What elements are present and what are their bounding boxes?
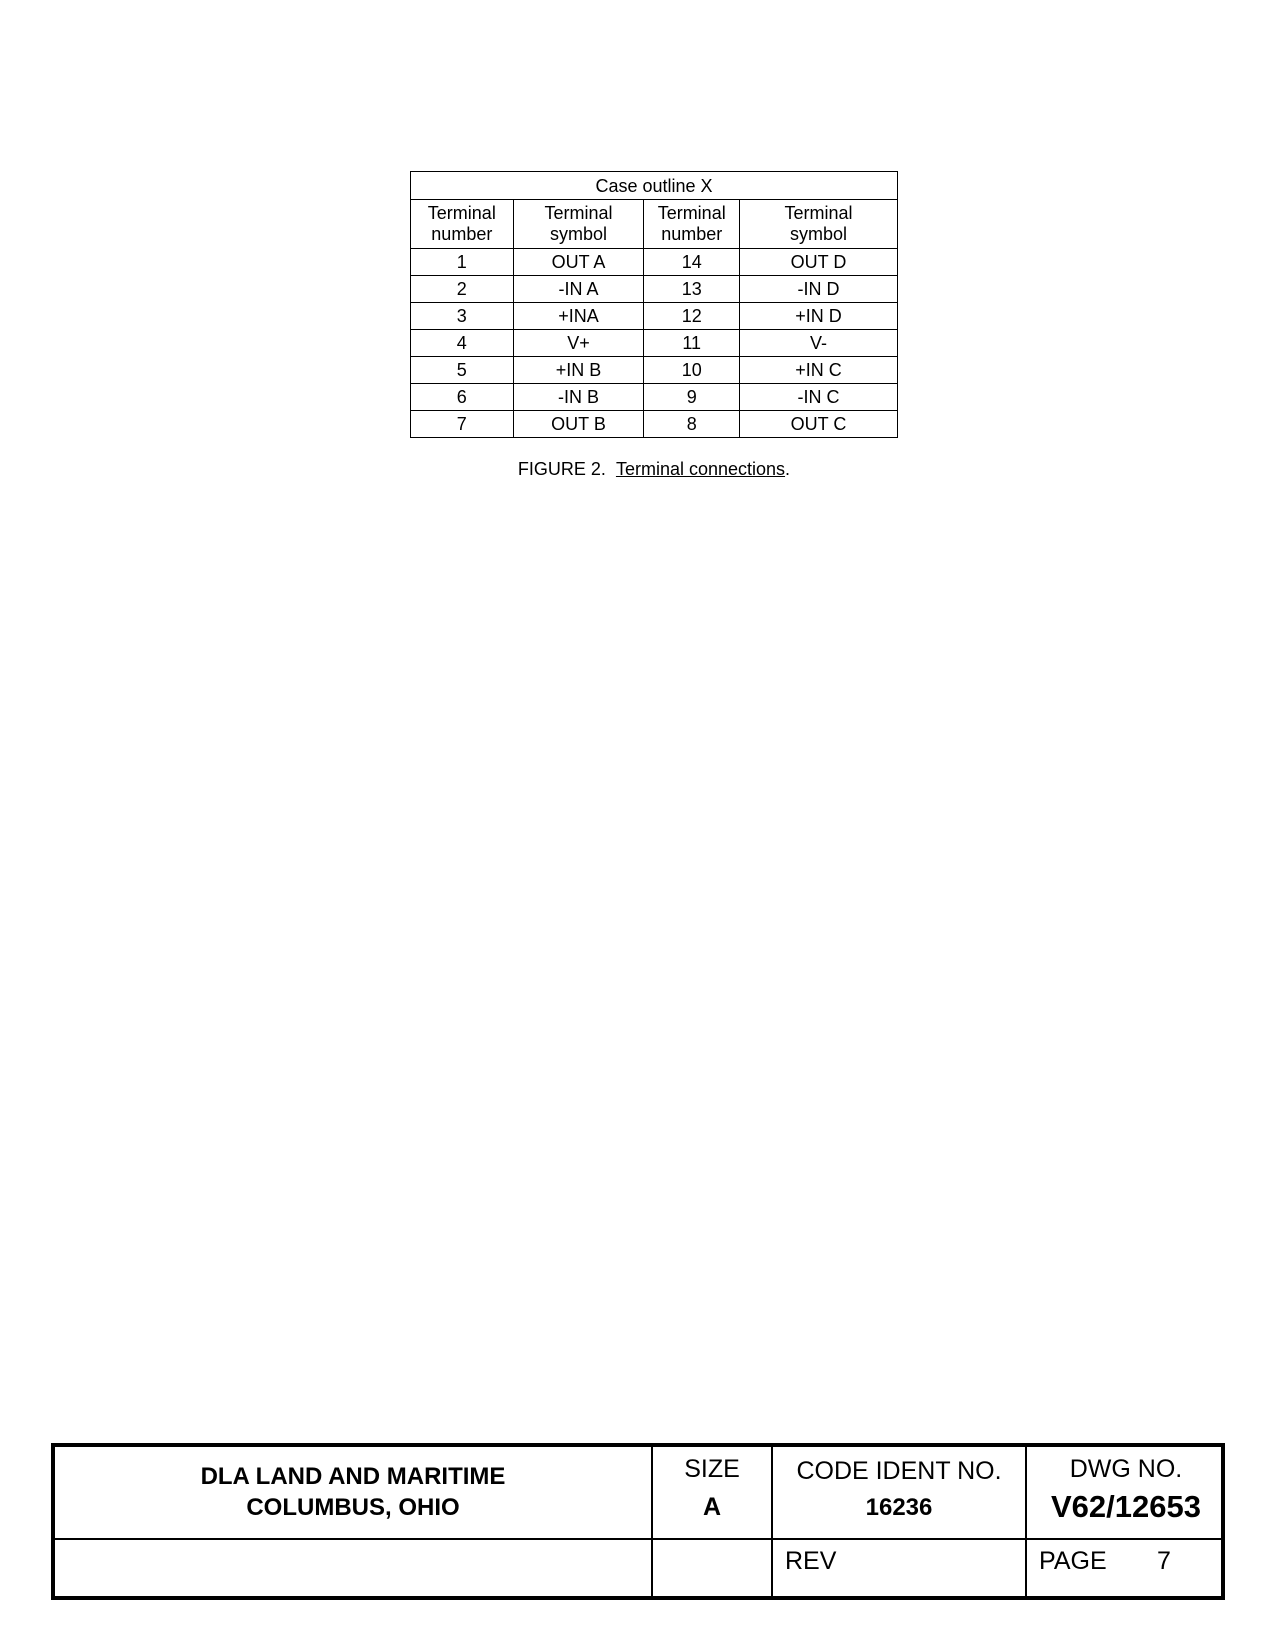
figure-number: FIGURE 2. (517, 459, 606, 479)
header-line: Terminal (784, 203, 853, 223)
code-ident-value: 16236 (865, 1494, 933, 1521)
table-cell: OUT A (513, 249, 644, 276)
table-row (411, 276, 898, 303)
table-cell: 10 (644, 357, 740, 384)
table-cell: 6 (411, 384, 514, 411)
figure-caption (410, 459, 898, 480)
header-terminal-symbol-1 (513, 200, 644, 249)
table-cell: 8 (644, 411, 740, 438)
table-cell: +IN B (513, 357, 644, 384)
table-row (411, 384, 898, 411)
table-row (411, 303, 898, 330)
table-cell: 9 (644, 384, 740, 411)
agency-line: COLUMBUS, OHIO (246, 1494, 460, 1521)
header-line: Terminal (657, 203, 726, 223)
header-line: Terminal (544, 203, 613, 223)
table-cell: -IN D (740, 276, 898, 303)
table-cell: -IN B (513, 384, 644, 411)
rev-label: REV (785, 1547, 837, 1575)
header-line: symbol (789, 224, 847, 244)
size-label: SIZE (684, 1455, 740, 1483)
table-cell: 12 (644, 303, 740, 330)
table-header-row (411, 200, 898, 249)
table-cell: -IN A (513, 276, 644, 303)
code-ident-label: CODE IDENT NO. (796, 1457, 1002, 1485)
header-line: Terminal (427, 203, 496, 223)
header-line: number (661, 224, 723, 244)
table-cell: OUT B (513, 411, 644, 438)
figure-suffix: . (785, 459, 791, 479)
terminal-connections-table (410, 171, 898, 438)
page-number: 7 (1157, 1547, 1171, 1575)
table-cell: V- (740, 330, 898, 357)
table-cell: V+ (513, 330, 644, 357)
drawing-title-block (51, 1443, 1225, 1600)
header-terminal-number-1 (411, 200, 514, 249)
table-row (411, 330, 898, 357)
table-cell: 11 (644, 330, 740, 357)
table-cell: +IN C (740, 357, 898, 384)
table-cell: 1 (411, 249, 514, 276)
header-terminal-number-2 (644, 200, 740, 249)
table-cell: +IN D (740, 303, 898, 330)
table-cell: 4 (411, 330, 514, 357)
table-cell: -IN C (740, 384, 898, 411)
table-title: Case outline X (411, 172, 898, 200)
table-row (411, 411, 898, 438)
table-row (411, 357, 898, 384)
table-cell: 13 (644, 276, 740, 303)
agency-line: DLA LAND AND MARITIME (200, 1463, 506, 1490)
table-row (411, 249, 898, 276)
page-label: PAGE (1039, 1547, 1107, 1575)
table-cell: 3 (411, 303, 514, 330)
size-value: A (702, 1493, 722, 1521)
table-cell: OUT C (740, 411, 898, 438)
table-cell: +INA (513, 303, 644, 330)
table-cell: 5 (411, 357, 514, 384)
header-terminal-symbol-2 (740, 200, 898, 249)
header-line: number (431, 224, 493, 244)
table-cell: 2 (411, 276, 514, 303)
table-cell: OUT D (740, 249, 898, 276)
agency-name (55, 1461, 651, 1523)
dwg-no-value: V62/12653 (1051, 1489, 1201, 1524)
title-block-divider (55, 1538, 1221, 1540)
dwg-no-label: DWG NO. (1069, 1455, 1183, 1483)
header-line: symbol (550, 224, 608, 244)
table-cell: 14 (644, 249, 740, 276)
table-cell: 7 (411, 411, 514, 438)
figure-title: Terminal connections (615, 459, 786, 479)
